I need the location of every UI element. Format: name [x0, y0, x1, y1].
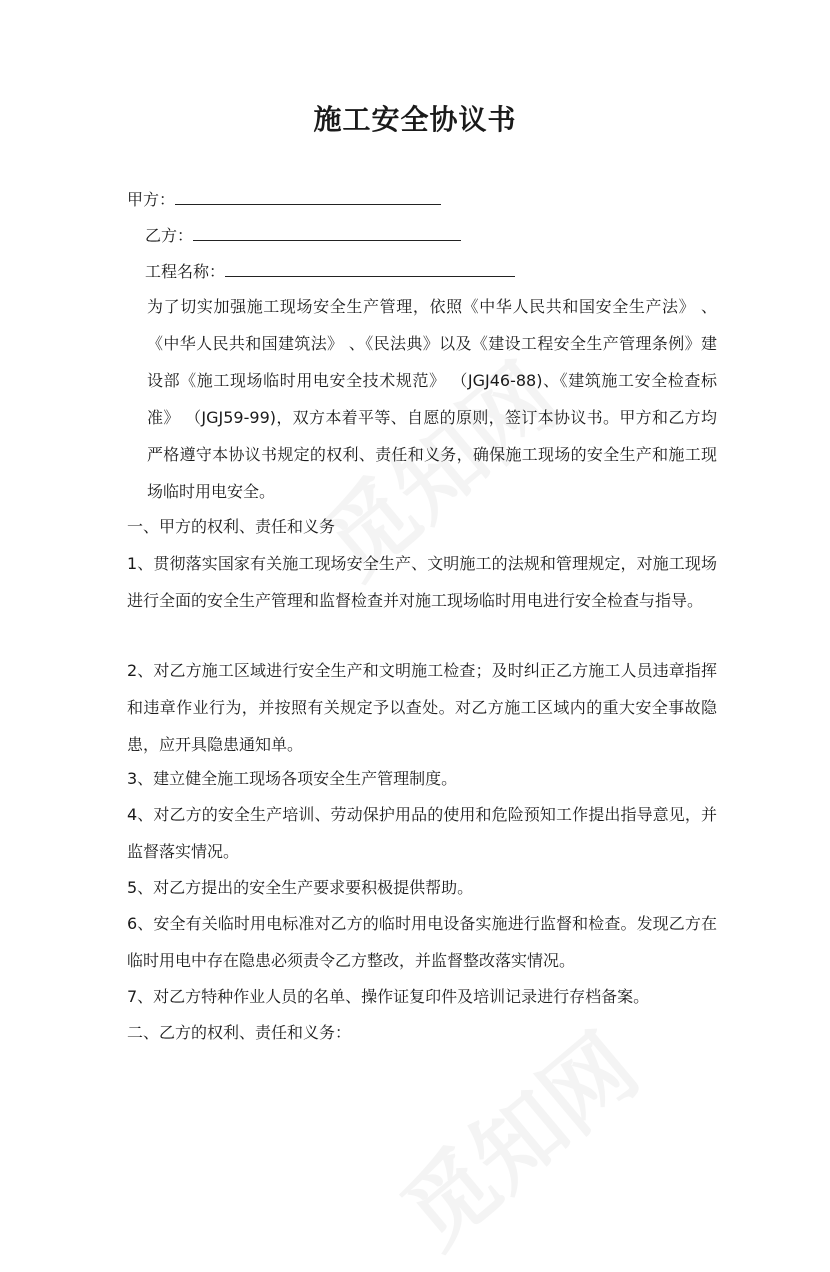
- party-b-line: [145, 222, 461, 248]
- section-a-item: 5、对乙方提出的安全生产要求要积极提供帮助。: [127, 878, 474, 897]
- section-a-item: 6、安全有关临时用电标准对乙方的临时用电设备实施进行监督和检查。发现乙方在临时用电中存在隐患必须责令乙方整改，并监督整改落实情况。: [127, 914, 717, 970]
- section-a-item: 2、对乙方施工区域进行安全生产和文明施工检查；及时纠正乙方施工人员违章指挥和违章作业行为，并按照有关规定予以查处。对乙方施工区域内的重大安全事故隐患，应开具隐患通知单。: [127, 661, 717, 754]
- document-title: 施工安全协议书: [313, 103, 517, 136]
- section-a-item: 4、对乙方的安全生产培训、劳动保护用品的使用和危险预知工作提出指导意见，并监督落实情况。: [127, 805, 717, 861]
- intro-text: 为了切实加强施工现场安全生产管理，依照《中华人民共和国安全生产法》 、《中华人民共和国建筑法》 、《民法典》以及《建设工程安全生产管理条例》建设部《施工现场临时用电安全技术规范》 （JGJ46-88)、《建筑施工安全检查标准》 （JGJ59-99)，双方本着平等、自愿的原则，签订本协议书。甲方和乙方均严格遵守本协议书规定的权利、责任和义务，确保施工现场的安全生产和施工现场临时用电安全。: [147, 297, 717, 501]
- section-a-item: 7、对乙方特种作业人员的名单、操作证复印件及培训记录进行存档备案。: [127, 987, 650, 1006]
- party-b-blank: [193, 222, 461, 241]
- party-a-label: 甲方：: [127, 190, 176, 209]
- project-name-blank: [225, 258, 515, 277]
- section-a-item: 3、建立健全施工现场各项安全生产管理制度。: [127, 769, 458, 788]
- party-a-blank: [175, 186, 441, 205]
- project-name-label: 工程名称：: [145, 262, 226, 281]
- section-b-heading: 二、乙方的权利、责任和义务：: [127, 1023, 352, 1042]
- section-a-item: 1、贯彻落实国家有关施工现场安全生产、文明施工的法规和管理规定，对施工现场进行全面的安全生产管理和监督检查并对施工现场临时用电进行安全检查与指导。: [127, 554, 717, 610]
- party-b-label: 乙方：: [145, 226, 194, 245]
- project-name-line: [145, 258, 515, 284]
- party-a-line: [127, 186, 441, 212]
- section-a-heading: 一、甲方的权利、责任和义务: [127, 517, 336, 536]
- intro-paragraph: [127, 288, 717, 510]
